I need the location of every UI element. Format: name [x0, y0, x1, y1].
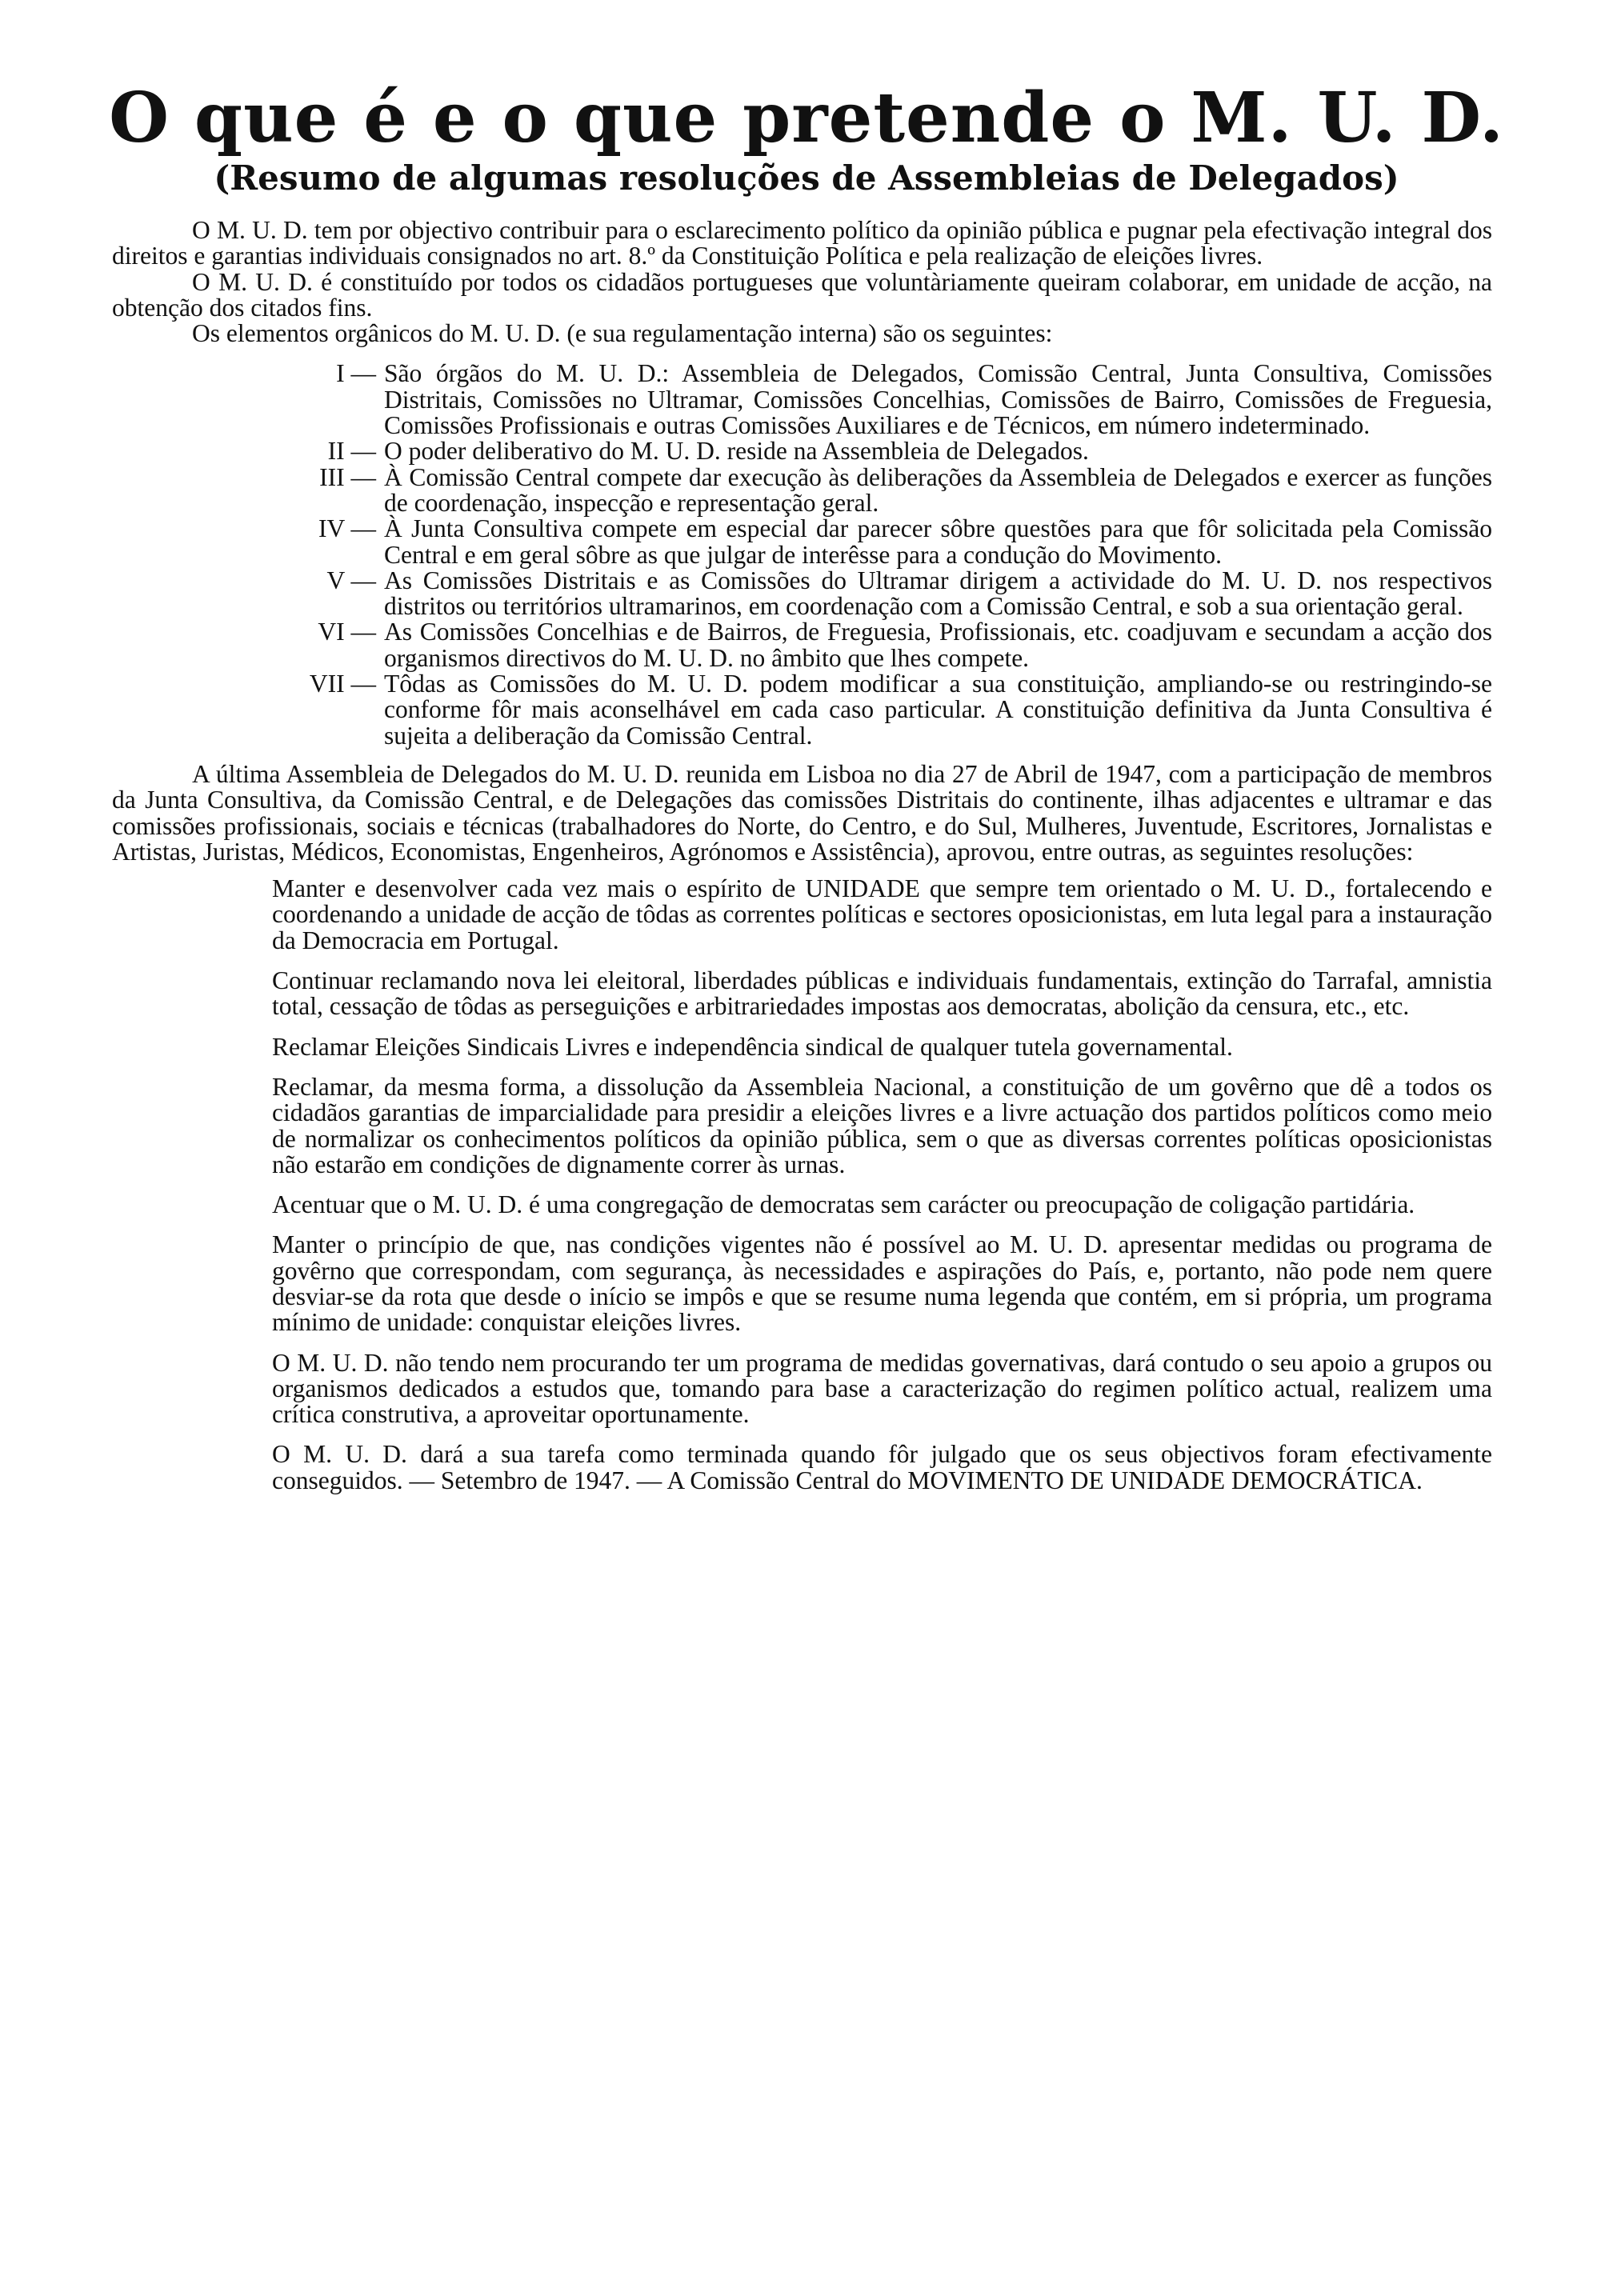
organ-item-3	[112, 462, 1492, 517]
organ-number: IV —	[318, 514, 376, 543]
organ-text: Tôdas as Comissões do M. U. D. podem modificar a sua constituição, ampliando-se ou restringindo-se conforme fôr mais aconselhável em cada caso particular. A constituição definitiva da Junta Consultiva é sujeita a deliberação da Comissão Central.	[384, 670, 1492, 750]
resolution-paragraph: Acentuar que o M. U. D. é uma congregação de democratas sem carácter ou preocupação de coligação partidária.	[272, 1190, 1415, 1219]
intro-paragraph-elements: Os elementos orgânicos do M. U. D. (e sua regulamentação interna) são os seguintes:	[192, 319, 1053, 348]
resolution-paragraph: Reclamar, da mesma forma, a dissolução da Assembleia Nacional, a constituição de um govêrno que dê a todos os cidadãos garantias de imparcialidade para presidir a eleições livres e a livre actuação dos partidos políticos como meio de normalizar os conhecimentos políticos da opinião pública, sem o que as diversas correntes políticas oposicionistas não estarão em condições de dignamente correr às urnas.	[272, 1072, 1492, 1178]
intro-paragraph-objective: O M. U. D. tem por objectivo contribuir para o esclarecimento político da opinião pública e pugnar pela efectivação integral dos direitos e garantias individuais consignados no art. 8.º da Constituição Política e pela realização de eleições livres.	[112, 216, 1492, 270]
organ-item-7	[112, 671, 1492, 749]
resolution-paragraph: Manter o princípio de que, nas condições vigentes não é possível ao M. U. D. apresentar medidas ou programa de govêrno que correspondam, com segurança, às necessidades e aspirações do País, e, portanto, não pode nem quere desviar-se da rota que desde o início se impôs e que se resume numa legenda que contém, em si própria, um programa mínimo de unidade: conquistar eleições livres.	[272, 1230, 1492, 1337]
organ-item-1	[112, 361, 1492, 438]
organ-number: V —	[326, 566, 376, 594]
organ-number: VI —	[318, 618, 376, 646]
resolutions-list	[272, 876, 1492, 1494]
document-subtitle: (Resumo de algumas resoluções de Assembleias de Delegados)	[214, 158, 1399, 198]
resolution-paragraph: Reclamar Eleições Sindicais Livres e independência sindical de qualquer tutela governamental.	[272, 1032, 1233, 1061]
organ-text: São órgãos do M. U. D.: Assembleia de Delegados, Comissão Central, Junta Consultiva, Comissões Distritais, Comissões no Ultramar, Comissões Concelhias, Comissões de Bairro, Comissões de Freguesia, Comissões Profissionais e outras Comissões Auxiliares e de Técnicos, em número indeterminado.	[384, 359, 1492, 440]
organ-text: À Junta Consultiva compete em especial dar parecer sôbre questões para que fôr solicitada pela Comissão Central e em geral sôbre as que julgar de interêsse para a condução do Movimento.	[384, 514, 1492, 569]
organ-number: VII —	[309, 670, 376, 698]
organ-item-6	[112, 619, 1492, 671]
organ-text: À Comissão Central compete dar execução às deliberações da Assembleia de Delegados e exercer as funções de coordenação, inspecção e representação geral.	[384, 462, 1492, 517]
organ-number: I —	[336, 359, 376, 388]
organ-text: O poder deliberativo do M. U. D. reside na Assembleia de Delegados.	[384, 437, 1089, 466]
resolution-paragraph: Continuar reclamando nova lei eleitoral, liberdades públicas e individuais fundamentais, extinção do Tarrafal, amnistia total, cessação de tôdas as perseguições e arbitrariedades impostas aos democratas, abolição da censura, etc., etc.	[272, 966, 1492, 1021]
resolution-paragraph: O M. U. D. dará a sua tarefa como terminada quando fôr julgado que os seus objectivos foram efectivamente conseguidos. — Setembro de 1947. — A Comissão Central do MOVIMENTO DE UNIDADE DEMOCRÁTICA.	[272, 1440, 1492, 1494]
organ-item-5	[112, 568, 1492, 620]
assembly-paragraph: A última Assembleia de Delegados do M. U. D. reunida em Lisboa no dia 27 de Abril de 1947, com a participação de membros da Junta Consultiva, da Comissão Central, e de Delegações das comissões Distritais do continente, ilhas adjacentes e ultramar e das comissões profissionais, sociais e técnicas (trabalhadores do Norte, do Centro, e do Sul, Mulheres, Juventude, Escritores, Jornalistas e Artistas, Juristas, Médicos, Economistas, Engenheiros, Agrónomos e Assistência), aprovou, entre outras, as seguintes resoluções:	[112, 759, 1492, 866]
organs-list	[112, 361, 1492, 748]
organ-item-2	[112, 438, 1492, 464]
resolution-paragraph: O M. U. D. não tendo nem procurando ter um programa de medidas governativas, dará contudo o seu apoio a grupos ou organismos dedicados a estudos que, tomando para base a caracterização do regimen político actual, realizem uma crítica construtiva, a aproveitar oportunamente.	[272, 1348, 1492, 1429]
organ-text: As Comissões Concelhias e de Bairros, de Freguesia, Profissionais, etc. coadjuvam e secundam a acção dos organismos directivos do M. U. D. no âmbito que lhes compete.	[384, 618, 1492, 672]
document-title: O que é e o que pretende o M. U. D.	[109, 78, 1504, 158]
organ-number: II —	[327, 437, 376, 466]
organ-number: III —	[319, 462, 376, 491]
organ-item-4	[112, 516, 1492, 568]
document-body	[112, 218, 1492, 1508]
resolution-paragraph: Manter e desenvolver cada vez mais o espírito de UNIDADE que sempre tem orientado o M. U. D., fortalecendo e coordenando a unidade de acção de tôdas as correntes políticas e sectores oposicionistas, em luta legal para a instauração da Democracia em Portugal.	[272, 874, 1492, 954]
organ-text: As Comissões Distritais e as Comissões do Ultramar dirigem a actividade do M. U. D. nos respectivos distritos ou territórios ultramarinos, em coordenação com a Comissão Central, e sob a sua orientação geral.	[384, 566, 1492, 621]
intro-paragraph-membership: O M. U. D. é constituído por todos os cidadãos portugueses que voluntàriamente queiram colaborar, em unidade de acção, na obtenção dos citados fins.	[112, 267, 1492, 322]
